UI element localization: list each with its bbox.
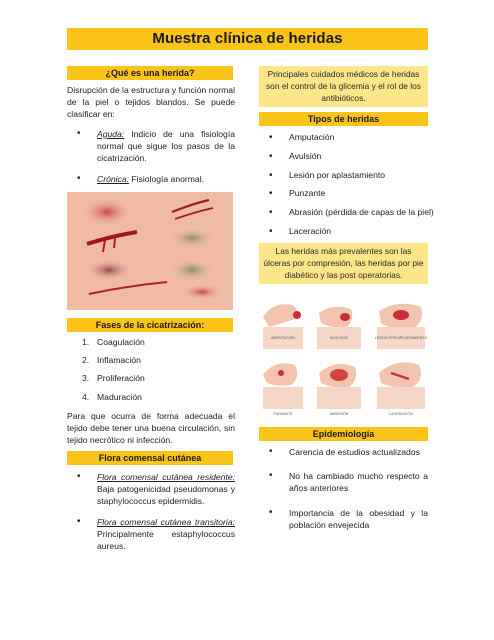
list-item	[67, 128, 235, 165]
illustration-label: AVULSIÓN	[330, 336, 348, 340]
section-heading-flora: Flora comensal cutánea	[67, 451, 233, 465]
list-item	[259, 132, 434, 142]
wound-type-label: Abrasión (pérdida de capas de la piel)	[289, 207, 434, 218]
term-cronica: Crónica:	[97, 173, 129, 184]
list-item	[259, 188, 434, 198]
illustration-label: PUNZANTE	[273, 412, 293, 416]
page-title: Muestra clínica de heridas	[152, 30, 343, 48]
phase-label: Proliferación	[97, 373, 145, 384]
list-item	[259, 170, 434, 180]
wound-types-illustration-graphic	[259, 293, 428, 421]
list-item	[67, 516, 235, 553]
section-heading-tipos: Tipos de heridas	[259, 112, 428, 126]
epidemiology-list	[259, 446, 428, 531]
flora-list	[67, 471, 235, 552]
cuidados-highlight: Principales cuidados médicos de heridas son el control de la glicemia y el rol de los antibióticos.	[259, 66, 428, 107]
wounds-photo	[67, 192, 233, 310]
desc-cronica: Fisiología anormal.	[129, 173, 204, 184]
prevalentes-highlight: Las heridas más prevalentes son las úlceras por compresión, las heridas por pie diabético y las post operatorias.	[259, 243, 428, 284]
section-heading-epidemiologia: Epidemiología	[259, 427, 428, 441]
term-transitoria: Flora comensal cutánea transitoria:	[97, 516, 235, 527]
phase-label: Coagulación	[97, 337, 145, 347]
wound-types-list	[259, 132, 434, 236]
desc-aguda: Indicio de una fisiología normal que sigue los pasos de la cicatrización.	[97, 129, 235, 164]
section-heading-que-es: ¿Qué es una herida?	[67, 66, 233, 80]
list-item	[67, 471, 235, 508]
wound-type-label: Lesión por aplastamiento	[289, 169, 386, 180]
wound-type-label: Laceración	[289, 226, 332, 237]
page-title-bar	[67, 28, 428, 50]
phase-label: Maduración	[97, 391, 142, 402]
epidemiology-item: Carencia de estudios actualizados	[289, 447, 420, 457]
list-item	[259, 470, 428, 494]
illustration-label: LACERACIÓN	[389, 412, 413, 416]
illustration-label: AMPUTACIÓN	[271, 336, 295, 340]
wound-type-label: Amputación	[289, 132, 335, 142]
que-es-intro: Disrupción de la estructura y función normal de la piel o tejidos blandos. Se puede clasificar en:	[67, 85, 235, 120]
desc-transitoria: Principalmente estaphylococcus aureus.	[97, 528, 235, 552]
fases-note: Para que ocurra de forma adecuada el tejido debe tener una buena circulación, sin tejido necrótico ni infección.	[67, 411, 235, 446]
wound-type-label: Avulsión	[289, 150, 322, 161]
desc-residente: Baja patogenicidad pseudomonas y staphylococcus epidermidis.	[97, 484, 235, 507]
wound-classification-list	[67, 128, 235, 185]
epidemiology-item: No ha cambiado mucho respecto a años anteriores	[289, 471, 428, 494]
term-residente: Flora comensal cutánea residente:	[97, 472, 235, 482]
healing-phases-list	[67, 336, 235, 403]
illustration-label: ABRASIÓN	[329, 412, 349, 416]
wounds-photo-graphic	[67, 192, 233, 310]
list-item: 3. Proliferación	[82, 373, 145, 384]
section-heading-fases: Fases de la cicatrización:	[67, 318, 233, 332]
phase-label: Inflamación	[97, 355, 141, 366]
term-aguda: Aguda:	[97, 129, 125, 139]
list-item: 2. Inflamación	[82, 355, 141, 366]
list-item	[259, 507, 428, 531]
list-item	[259, 207, 434, 217]
list-item	[67, 173, 235, 185]
list-item: 1. Coagulación	[82, 337, 145, 347]
list-item: 4. Maduración	[82, 391, 142, 402]
epidemiology-item: Importancia de la obesidad y la población envejecida	[289, 507, 428, 530]
list-item	[259, 151, 434, 161]
wound-type-label: Punzante	[289, 188, 326, 199]
list-item	[259, 226, 434, 236]
wound-types-illustration	[259, 293, 428, 421]
list-item	[259, 446, 428, 458]
illustration-label: LESIÓN POR APLASTAMIENTO	[374, 336, 428, 340]
